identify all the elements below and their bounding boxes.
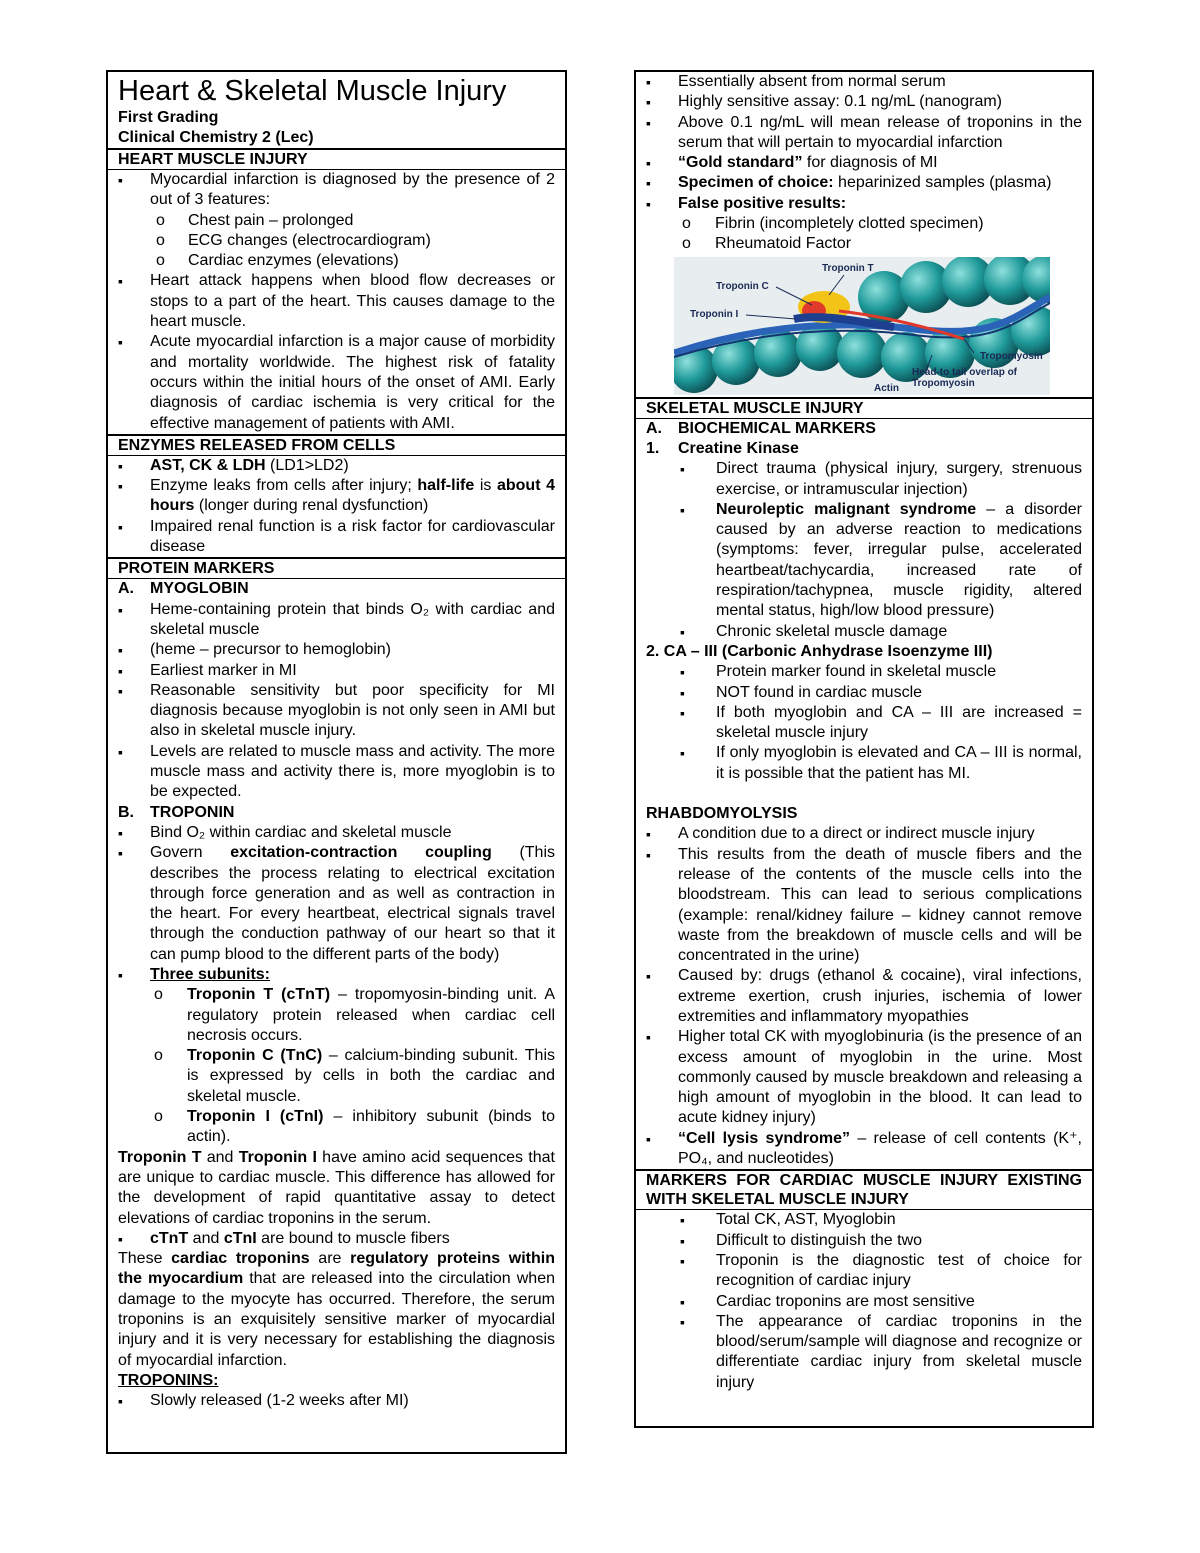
list-item: o Troponin I (cTnI) – inhibitory subunit (binds to actin).: [108, 1107, 565, 1148]
spacer: [636, 784, 1092, 804]
list-item: o Troponin C (TnC) – calcium-binding subunit. This is expressed by cells in both the cardiac and skeletal muscle.: [108, 1046, 565, 1107]
list-item: ▪ If both myoglobin and CA – III are increased = skeletal muscle injury: [636, 703, 1092, 744]
list-item: ▪ (heme – precursor to hemoglobin): [108, 640, 565, 660]
right-column: [634, 70, 1094, 1428]
troponin-subunits-list: [108, 985, 565, 1147]
list-item: ▪ AST, CK & LDH (LD1>LD2): [108, 456, 565, 476]
markers-list: [636, 1210, 1092, 1393]
label-troponin-i: Troponin I: [690, 308, 739, 320]
list-item: ▪ This results from the death of muscle fibers and the release of the contents of the muscle cells into the bloodstream. This can lead to serious complications (example: renal/kidney failure – kidney cannot remove waste from the breakdown of muscle cells and will be concentrated in the urine): [636, 845, 1092, 967]
subheading-troponins: TROPONINS:: [118, 1371, 219, 1389]
list-item: ▪ Levels are related to muscle mass and activity. The more muscle mass and activity there is, more myoglobin is to be expected.: [108, 742, 565, 803]
subheading-ca-iii: 2. CA – III (Carbonic Anhydrase Isoenzyme III): [646, 642, 993, 660]
section-header-markers-cardiac-skeletal: MARKERS FOR CARDIAC MUSCLE INJURY EXISTING WITH SKELETAL MUSCLE INJURY: [636, 1169, 1092, 1210]
label-tropomyosin: Tropomyosin: [980, 350, 1043, 362]
subtitle-course: Clinical Chemistry 2 (Lec): [118, 129, 314, 146]
heart-list: [108, 170, 565, 211]
list-item: ▪ Total CK, AST, Myoglobin: [636, 1210, 1092, 1230]
list-item: ▪ Chronic skeletal muscle damage: [636, 622, 1092, 642]
myoglobin-list: [108, 600, 565, 803]
subheading-rhabdomyolysis: RHABDOMYOLYSIS: [646, 805, 798, 823]
subheading-troponin: B. TROPONIN: [118, 803, 235, 821]
troponin-complex-figure: [674, 257, 1050, 395]
page-title: Heart & Skeletal Muscle Injury: [118, 75, 507, 107]
list-item: o Cardiac enzymes (elevations): [108, 251, 565, 271]
list-item: ▪ If only myoglobin is elevated and CA – III is normal, it is possible that the patient has MI.: [636, 743, 1092, 784]
list-item: ▪ Heart attack happens when blood flow decreases or stops to a part of the heart. This causes damage to the heart muscle.: [108, 271, 565, 332]
list-item: ▪ Earliest marker in MI: [108, 661, 565, 681]
list-item: ▪ Highly sensitive assay: 0.1 ng/mL (nanogram): [636, 92, 1092, 112]
list-item: o Troponin T (cTnT) – tropomyosin-binding unit. A regulatory protein released when cardiac cell necrosis occurs.: [108, 985, 565, 1046]
ca-iii-list: [636, 662, 1092, 784]
section-header-heart-muscle-injury: HEART MUSCLE INJURY: [108, 148, 565, 170]
paragraph-troponin-sequences: Troponin T and Troponin I have amino acid sequences that are unique to cardiac muscle. This difference has allowed for the development of rapid quantitative assay to detect elevations of cardiac troponins in the serum.: [118, 1148, 555, 1227]
list-item: ▪ Acute myocardial infarction is a major cause of morbidity and mortality worldwide. The highest risk of fatality occurs within the initial hours of the onset of AMI. Early diagnosis of cardiac ischemia is very critical for the effective management of patients with AMI.: [108, 332, 565, 433]
list-item: ▪ Caused by: drugs (ethanol & cocaine), viral infections, extreme exertion, crush injuries, ischemia of lower extremities and inflammatory myopathies: [636, 966, 1092, 1027]
section-header-enzymes: ENZYMES RELEASED FROM CELLS: [108, 434, 565, 456]
false-positive-list: [636, 214, 1092, 255]
subheading-biochemical-markers: A. BIOCHEMICAL MARKERS: [646, 419, 876, 437]
list-item: ▪ Impaired renal function is a risk factor for cardiovascular disease: [108, 517, 565, 558]
list-item: ▪ Essentially absent from normal serum: [636, 72, 1092, 92]
list-item: ▪ False positive results:: [636, 194, 1092, 214]
list-item: ▪ Enzyme leaks from cells after injury; half-life is about 4 hours (longer during renal dysfunction): [108, 476, 565, 517]
troponins-list: [108, 1391, 565, 1411]
list-item: ▪ Higher total CK with myoglobinuria (is the presence of an excess amount of myoglobin in the urine. Most commonly caused by muscle breakdown and releasing a high amount of myoglobin in the blood. It can lead to acute kidney injury): [636, 1027, 1092, 1128]
list-item: ▪ Govern excitation-contraction coupling (This describes the process relating to electrical excitation through force generation and as well as contraction in the heart. For every heartbeat, electrical signals travel through the conduction pathway of our heart so that it can pump blood to the different parts of the body): [108, 843, 565, 965]
list-item: ▪ “Cell lysis syndrome” – release of cell contents (K⁺, PO₄, and nucleotides): [636, 1129, 1092, 1170]
section-header-protein-markers: PROTEIN MARKERS: [108, 557, 565, 579]
list-item: o Rheumatoid Factor: [636, 234, 1092, 254]
subheading-creatine-kinase: 1. Creatine Kinase: [646, 439, 799, 457]
list-item: ▪ Troponin is the diagnostic test of choice for recognition of cardiac injury: [636, 1251, 1092, 1292]
paragraph-cardiac-troponins: These cardiac troponins are regulatory proteins within the myocardium that are released into the circulation when damage to the myocyte has occurred. Therefore, the serum troponins is an exquisitely sensitive marker of myocardial injury and it is very necessary for establishing the diagnosis of myocardial infarction.: [118, 1250, 556, 1369]
list-item: ▪ Specimen of choice: heparinized samples (plasma): [636, 173, 1092, 193]
list-item: o Fibrin (incompletely clotted specimen): [636, 214, 1092, 234]
enzymes-list: [108, 456, 565, 557]
list-item: o ECG changes (electrocardiogram): [108, 231, 565, 251]
list-item: ▪ The appearance of cardiac troponins in the blood/serum/sample will diagnose and recognize or differentiate cardiac injury from skeletal muscle injury: [636, 1312, 1092, 1393]
list-item: ▪ Difficult to distinguish the two: [636, 1231, 1092, 1251]
list-item: ▪ Cardiac troponins are most sensitive: [636, 1292, 1092, 1312]
list-item: o Chest pain – prolonged: [108, 211, 565, 231]
list-item: ▪ Direct trauma (physical injury, surgery, strenuous exercise, or intramuscular injection): [636, 459, 1092, 500]
list-item: ▪ Myocardial infarction is diagnosed by the presence of 2 out of 3 features:: [108, 170, 565, 211]
section-header-skeletal-muscle-injury: SKELETAL MUSCLE INJURY: [636, 397, 1092, 419]
list-item: ▪ Above 0.1 ng/mL will mean release of troponins in the serum that will pertain to myocardial infarction: [636, 113, 1092, 154]
subheading-myoglobin: A. MYOGLOBIN: [118, 580, 249, 598]
label-head-to-tail: Head-to tail overlap of Tropomyosin: [912, 366, 1018, 389]
list-item: ▪ NOT found in cardiac muscle: [636, 683, 1092, 703]
list-item: ▪ Three subunits:: [108, 965, 565, 985]
list-item: ▪ Heme-containing protein that binds O₂ with cardiac and skeletal muscle: [108, 600, 565, 641]
creatine-kinase-list: [636, 459, 1092, 642]
list-item: ▪ Bind O₂ within cardiac and skeletal muscle: [108, 823, 565, 843]
heart-list-2: [108, 271, 565, 433]
rhabdomyolysis-list: [636, 824, 1092, 1169]
list-item: ▪ A condition due to a direct or indirect muscle injury: [636, 824, 1092, 844]
left-column: [106, 70, 567, 1454]
list-item: ▪ Reasonable sensitivity but poor specificity for MI diagnosis because myoglobin is not only seen in AMI but also in skeletal muscle injury.: [108, 681, 565, 742]
list-item: ▪ Protein marker found in skeletal muscle: [636, 662, 1092, 682]
subtitle-grading: First Grading: [118, 109, 219, 126]
troponin-list-2: [108, 1229, 565, 1249]
mi-features-list: [108, 211, 565, 272]
list-item: ▪ Slowly released (1-2 weeks after MI): [108, 1391, 565, 1411]
label-troponin-c: Troponin C: [716, 280, 769, 292]
list-item: ▪ cTnT and cTnI are bound to muscle fibers: [108, 1229, 565, 1249]
list-item: ▪ “Gold standard” for diagnosis of MI: [636, 153, 1092, 173]
troponin-list: [108, 823, 565, 985]
label-troponin-t: Troponin T: [822, 262, 874, 274]
label-actin: Actin: [874, 382, 899, 394]
list-item: ▪ Neuroleptic malignant syndrome – a disorder caused by an adverse reaction to medications (symptoms: fever, irregular pulse, accelerated heartbeat/tachycardia, increased rate of respiration/tachypnea, muscle rigidity, altered mental status, high/low blood pressure): [636, 500, 1092, 622]
troponins-continued-list: [636, 72, 1092, 214]
